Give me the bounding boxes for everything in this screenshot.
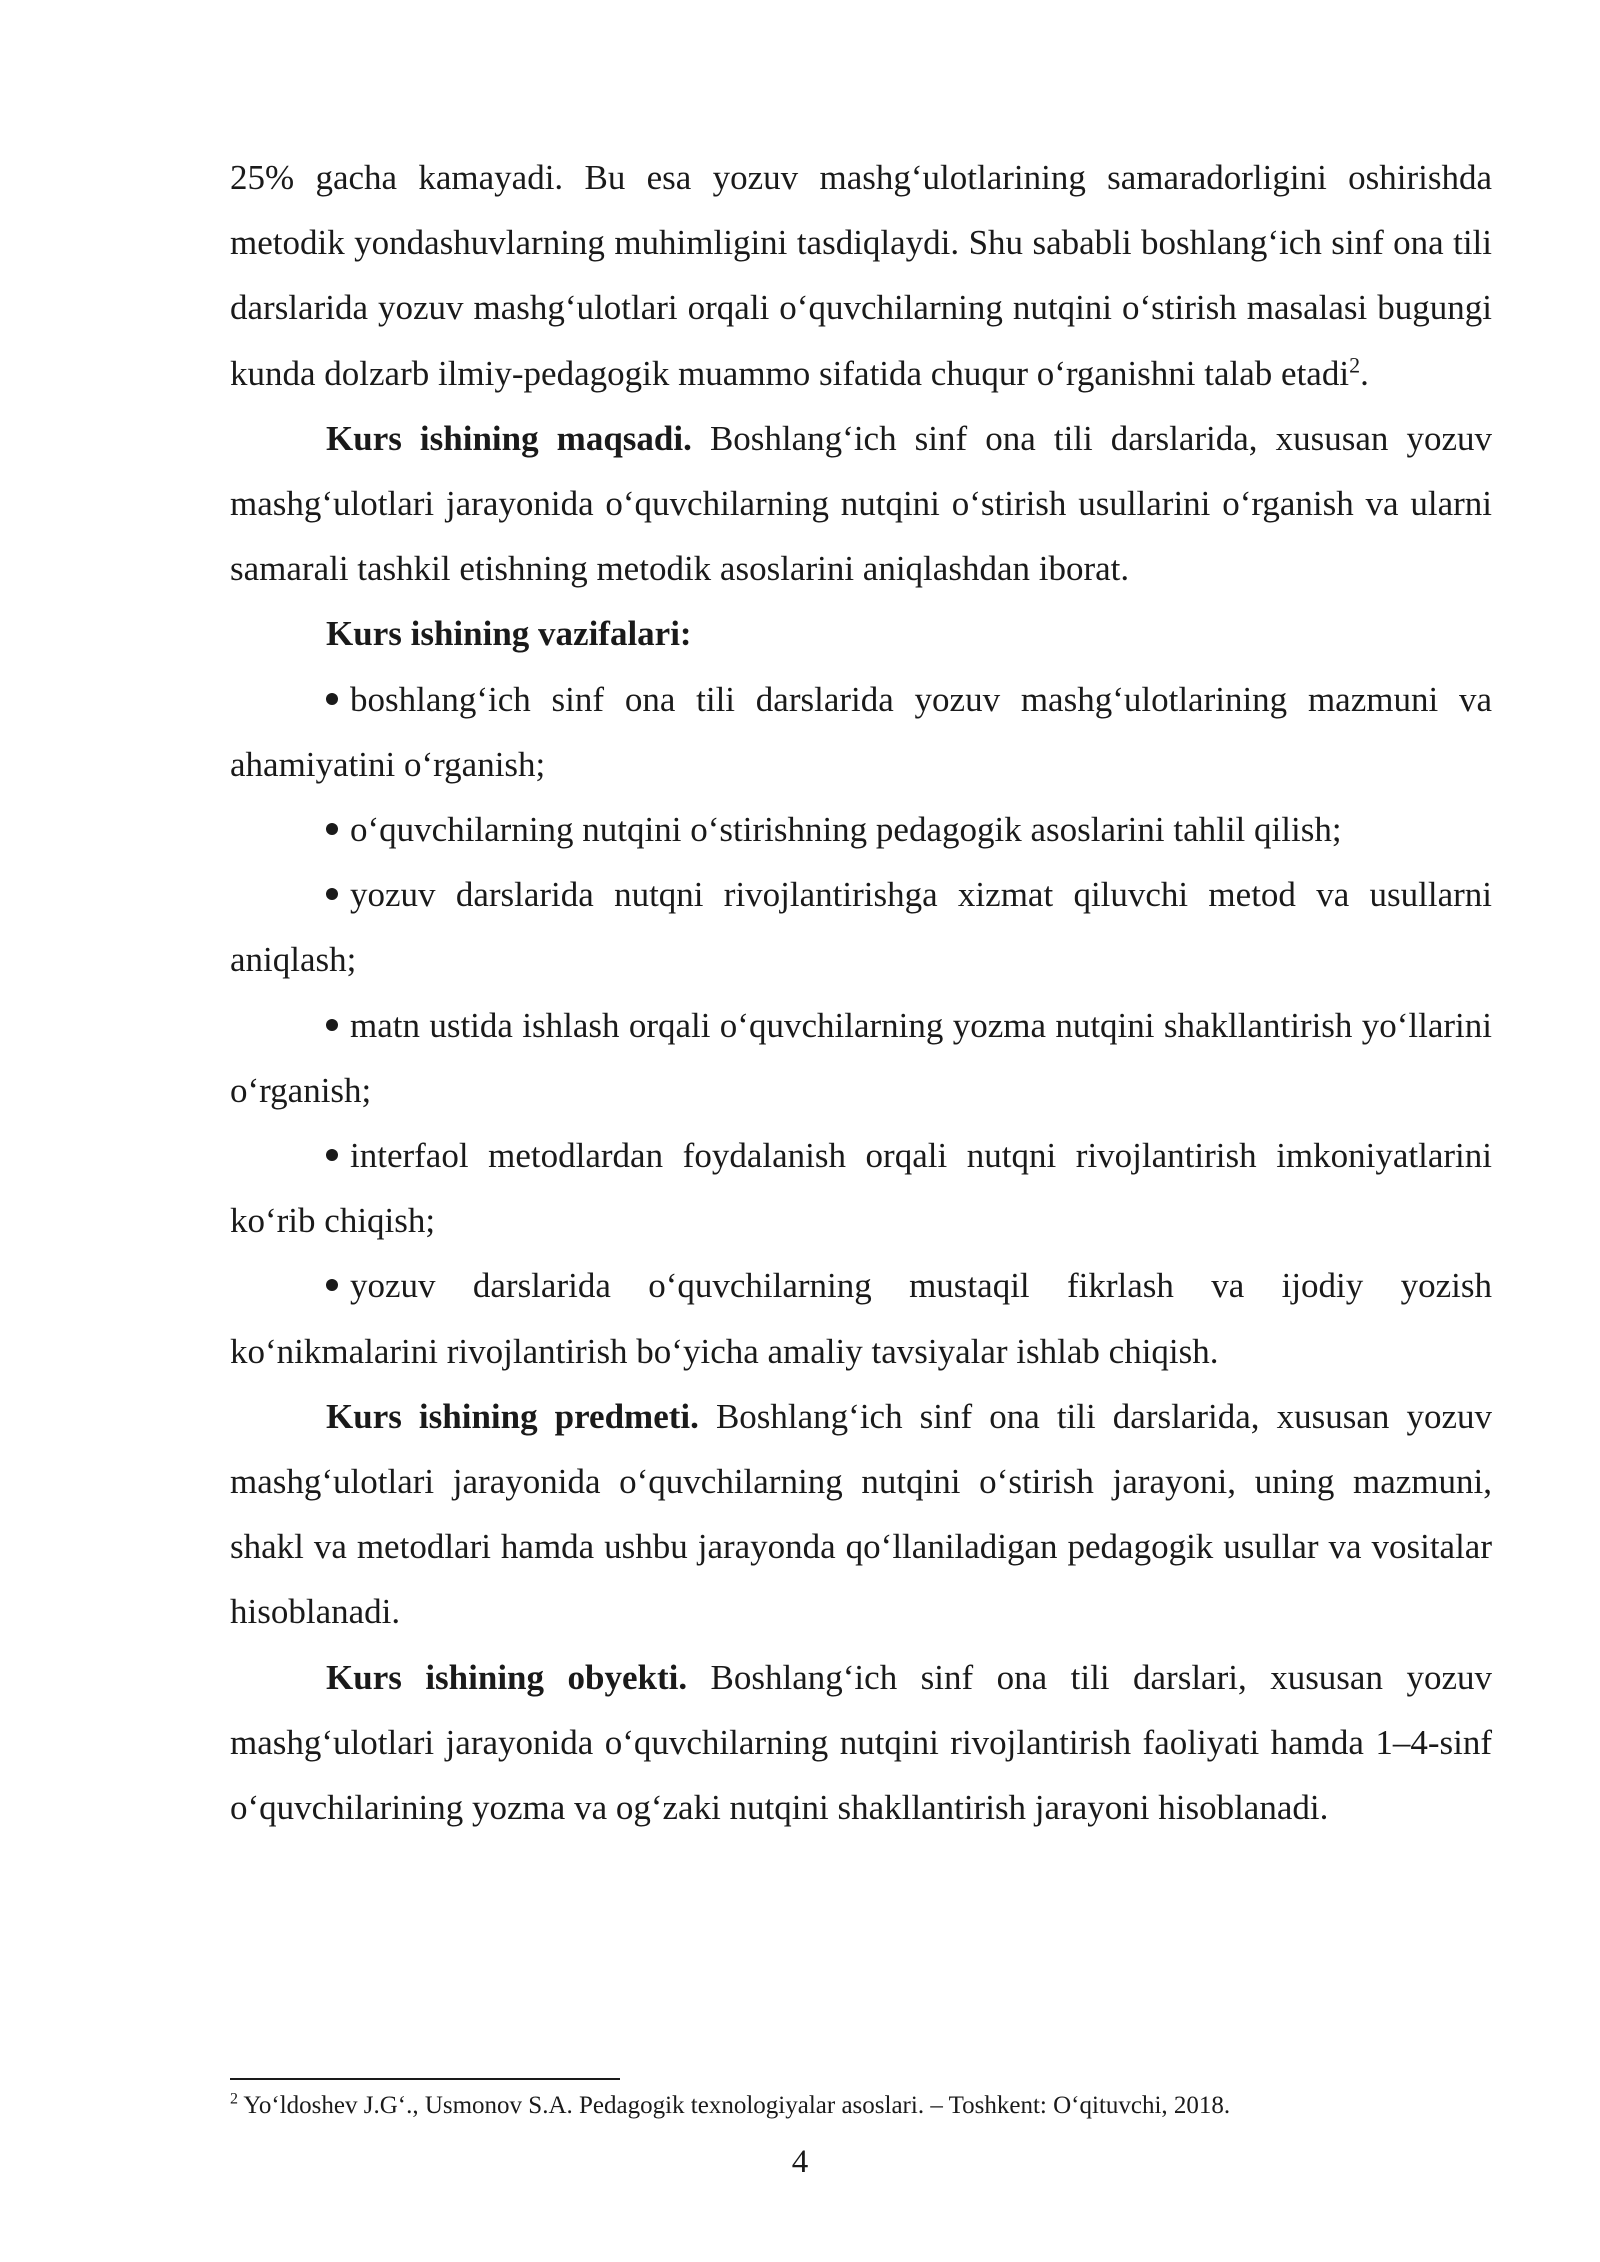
task-item [230,797,1492,862]
goal-heading: Kurs ishining maqsadi. [326,418,692,458]
bullet-icon [326,693,338,705]
subject-text: Boshlang‘ich sinf ona tili darslarida, xususan yozuv mashg‘ulotlari jarayonida o‘quvchilarning nutqini o‘stirish jarayoni, uning mazmuni, shakl va metodlari hamda ushbu jarayonda qo‘llaniladigan pedagogik usullar va vositalar hisoblanadi. [230,1396,1492,1632]
object-paragraph [230,1645,1492,1841]
tasks-heading: Kurs ishining vazifalari: [326,614,692,654]
footnote [230,2088,1492,2124]
task-item-text: boshlang‘ich sinf ona tili darslarida yozuv mashg‘ulotlarining mazmuni va ahamiyatini o‘rganish; [230,679,1492,784]
subject-heading: Kurs ishining predmeti. [326,1396,699,1436]
task-item [230,1253,1492,1383]
intro-text: 25% gacha kamayadi. Bu esa yozuv mashg‘ulotlarining samaradorligini oshirishda metodik yondashuvlarning muhimligini tasdiqlaydi. Shu sababli boshlang‘ich sinf ona tili darslarida yozuv mashg‘ulotlari orqali o‘quvchilarning nutqini o‘stirish masalasi bugungi kunda dolzarb ilmiy-pedagogik muammo sifatida chuqur o‘rganishni talab etadi [230,158,1492,393]
bullet-icon [326,1019,338,1031]
task-item [230,667,1492,797]
task-item-text: matn ustida ishlash orqali o‘quvchilarning yozma nutqini shakllantirish yo‘llarini o‘rganish; [230,1005,1492,1110]
footnote-separator [230,2078,620,2080]
bullet-icon [326,1279,338,1291]
intro-end: . [1360,353,1369,393]
subject-paragraph [230,1384,1492,1645]
page-number: 4 [791,2144,809,2180]
bullet-icon [326,823,338,835]
goal-paragraph [230,406,1492,602]
footnote-reference: 2 [1349,351,1361,377]
task-item [230,862,1492,992]
intro-paragraph [230,145,1492,406]
task-item-text: interfaol metodlardan foydalanish orqali nutqni rivojlantirish imkoniyatlarini ko‘rib chiqish; [230,1136,1492,1241]
task-item-text: yozuv darslarida nutqni rivojlantirishga xizmat qiluvchi metod va usullarni aniqlash; [230,875,1492,980]
footnote-text: Yo‘ldoshev J.G‘., Usmonov S.A. Pedagogik texnologiyalar asoslari. – Toshkent: O‘qituvchi, 2018. [238,2092,1231,2119]
tasks-paragraph [230,601,1492,666]
bullet-icon [326,888,338,900]
task-item [230,993,1492,1123]
task-item-text: o‘quvchilarning nutqini o‘stirishning pedagogik asoslarini tahlil qilish; [350,810,1342,850]
footnote-number: 2 [230,2090,238,2108]
object-text: Boshlang‘ich sinf ona tili darslari, xususan yozuv mashg‘ulotlari jarayonida o‘quvchilarning nutqini rivojlantirish faoliyati hamda 1–4-sinf o‘quvchilarining yozma va og‘zaki nutqini shakllantirish jarayoni hisoblanadi. [230,1657,1492,1828]
bullet-icon [326,1149,338,1161]
document-page [230,145,1492,1840]
task-item-text: yozuv darslarida o‘quvchilarning mustaqil fikrlash va ijodiy yozish ko‘nikmalarini rivojlantirish bo‘yicha amaliy tavsiyalar ishlab chiqish. [230,1266,1492,1371]
object-heading: Kurs ishining obyekti. [326,1657,688,1697]
goal-text: Boshlang‘ich sinf ona tili darslarida, xususan yozuv mashg‘ulotlari jarayonida o‘quvchilarning nutqini o‘stirish usullarini o‘rganish va ularni samarali tashkil etishning metodik asoslarini aniqlashdan iborat. [230,418,1492,589]
task-item [230,1123,1492,1253]
